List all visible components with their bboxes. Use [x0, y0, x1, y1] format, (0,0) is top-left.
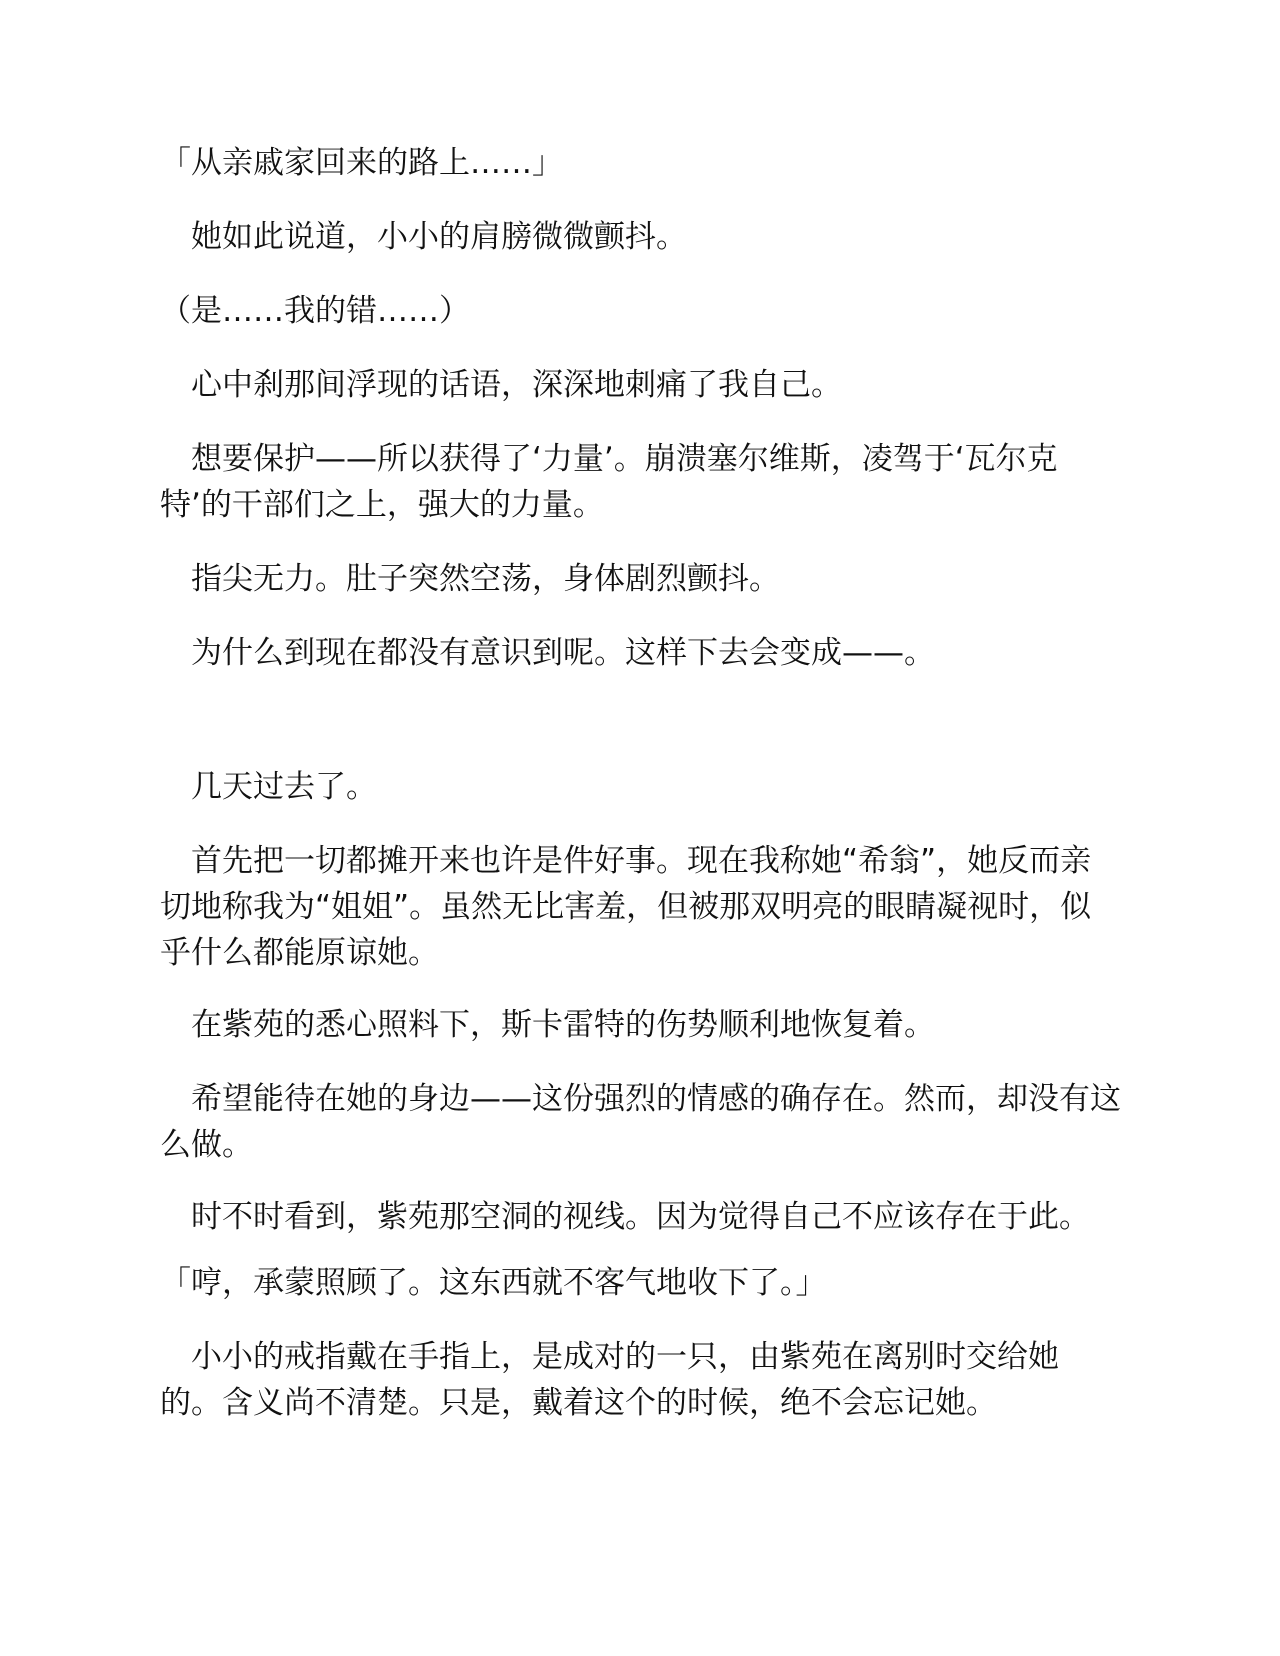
text-line: 切地称我为“姐姐”。虽然无比害羞，但被那双明亮的眼睛凝视时，似 [160, 889, 1092, 925]
text-line: 特’的干部们之上，强大的力量。 [160, 487, 604, 523]
paragraph-2 [160, 214, 1120, 260]
text-line: 么做。 [160, 1127, 253, 1163]
text-line: 的。含义尚不清楚。只是，戴着这个的时候，绝不会忘记她。 [160, 1385, 997, 1421]
paragraph-14 [160, 1334, 1120, 1426]
paragraph-5 [160, 436, 1120, 528]
text-line: 想要保护——所以获得了‘力量’。崩溃塞尔维斯，凌驾于‘瓦尔克 [160, 441, 1058, 477]
text-line: 小小的戒指戴在手指上，是成对的一只，由紫苑在离别时交给她 [160, 1339, 1059, 1375]
paragraph-11 [160, 1076, 1120, 1168]
text-line: 为什么到现在都没有意识到呢。这样下去会变成——。 [160, 635, 935, 671]
paragraph-7 [160, 630, 1120, 676]
text-line: 她如此说道，小小的肩膀微微颤抖。 [160, 219, 687, 255]
paragraph-4 [160, 362, 1120, 408]
text-line: 在紫苑的悉心照料下，斯卡雷特的伤势顺利地恢复着。 [160, 1007, 935, 1043]
text-line: 「从亲戚家回来的路上……」 [160, 145, 563, 181]
text-line: 指尖无力。肚子突然空荡，身体剧烈颤抖。 [160, 561, 780, 597]
text-line: 时不时看到，紫苑那空洞的视线。因为觉得自己不应该存在于此。 [160, 1199, 1090, 1235]
paragraph-12 [160, 1194, 1120, 1240]
paragraph-9 [160, 838, 1120, 976]
text-line: （是……我的错……） [160, 293, 470, 329]
paragraph-1 [160, 140, 1120, 186]
text-line: 心中刹那间浮现的话语，深深地刺痛了我自己。 [160, 367, 842, 403]
paragraph-8 [160, 764, 1120, 810]
text-line: 乎什么都能原谅她。 [160, 935, 439, 971]
text-line: 希望能待在她的身边——这份强烈的情感的确存在。然而，却没有这 [160, 1081, 1121, 1117]
text-line: 「哼，承蒙照顾了。这东西就不客气地收下了。」 [160, 1265, 827, 1301]
text-line: 首先把一切都摊开来也许是件好事。现在我称她“希翁”，她反而亲 [160, 843, 1092, 879]
text-line: 几天过去了。 [160, 769, 377, 805]
paragraph-6 [160, 556, 1120, 602]
paragraph-3 [160, 288, 1120, 334]
paragraph-10 [160, 1002, 1120, 1048]
paragraph-13 [160, 1260, 1120, 1306]
